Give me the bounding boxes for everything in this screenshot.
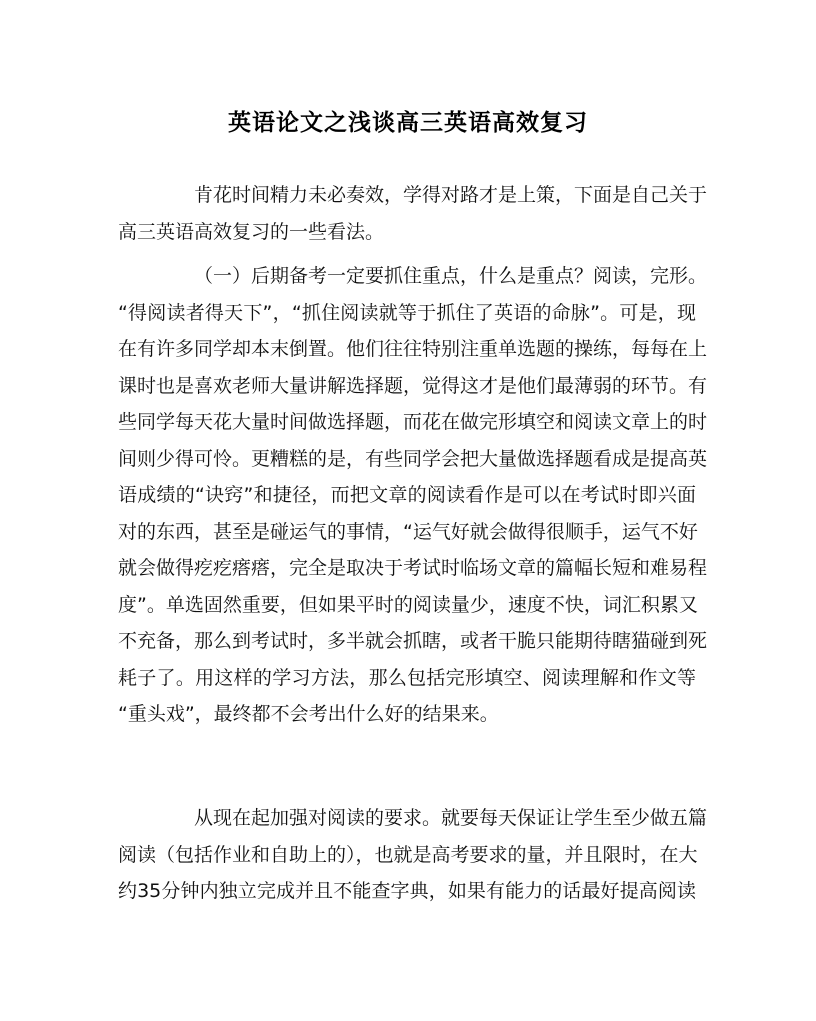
paragraph-line: 就会做得疙疙瘩瘩，完全是取决于考试时临场文章的篇幅长短和难易程 [118, 557, 708, 579]
paragraph-line: 度”。单选固然重要，但如果平时的阅读量少，速度不快，词汇积累又 [118, 593, 698, 616]
paragraph-line: 高三英语高效复习的一些看法。 [118, 220, 385, 243]
paragraph-line: 从现在起加强对阅读的要求。就要每天保证让学生至少做五篇 [194, 807, 708, 829]
document-title: 英语论文之浅谈高三英语高效复习 [228, 109, 588, 136]
paragraph-line: 肯花时间精力未必奏效，学得对路才是上策，下面是自己关于 [194, 184, 708, 206]
paragraph-line: 间则少得可怜。更糟糕的是，有些同学会把大量做选择题看成是提高英 [118, 447, 708, 470]
paragraph-line: 些同学每天花大量时间做选择题，而花在做完形填空和阅读文章上的时 [118, 411, 708, 433]
paragraph-line: （一）后期备考一定要抓住重点，什么是重点？阅读，完形。 [194, 265, 708, 287]
paragraph-line: 在有许多同学却本末倒置。他们往往特别注重单选题的操练，每每在上 [118, 338, 708, 360]
paragraph-line: 不充备，那么到考试时，多半就会抓瞎，或者干脆只能期待瞎猫碰到死 [118, 630, 708, 652]
paragraph-reading-requirement [118, 800, 708, 910]
paragraph-line: 耗子了。用这样的学习方法，那么包括完形填空、阅读理解和作文等 [118, 666, 696, 689]
paragraph-line: 对的东西，甚至是碰运气的事情，“运气好就会做得很顺手，运气不好 [118, 520, 698, 543]
paragraph-line: 阅读（包括作业和自助上的），也就是高考要求的量，并且限时，在大 [118, 843, 698, 866]
paragraph-section-one [118, 258, 708, 733]
paragraph-line: “重头戏”，最终都不会考出什么好的结果来。 [118, 703, 499, 725]
paragraph-line: “得阅读者得天下”，“抓住阅读就等于抓住了英语的命脉”。可是，现 [118, 301, 696, 324]
paragraph-intro [118, 177, 708, 250]
paragraph-line: 约35分钟内独立完成并且不能查字典，如果有能力的话最好提高阅读 [118, 880, 696, 902]
paragraph-line: 课时也是喜欢老师大量讲解选择题，觉得这才是他们最薄弱的环节。有 [118, 374, 708, 397]
paragraph-line: 语成绩的“诀窍”和捷径，而把文章的阅读看作是可以在考试时即兴面 [118, 484, 696, 506]
